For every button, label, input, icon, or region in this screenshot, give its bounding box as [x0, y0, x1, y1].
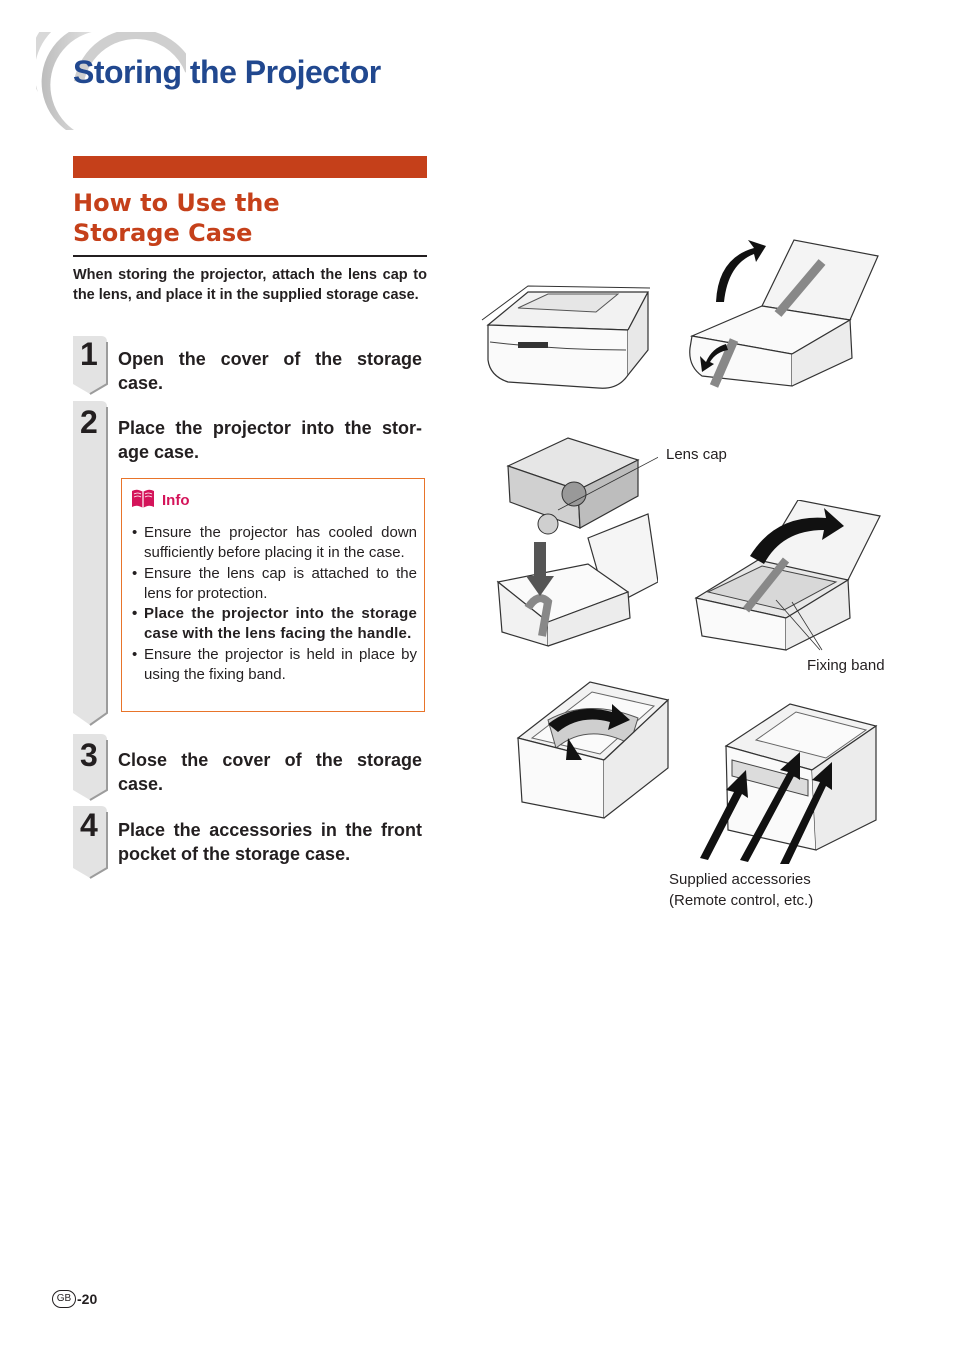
- closed-storage-case-illustration: [478, 280, 658, 400]
- step-2-tab: [73, 401, 111, 727]
- region-badge: GB: [52, 1290, 76, 1308]
- info-list: [132, 523, 417, 685]
- fixing-band-illustration: [686, 500, 886, 664]
- accessories-callout-line-1: Supplied accessories: [669, 871, 811, 888]
- book-icon: [131, 488, 155, 510]
- accessories-callout-line-2: (Remote control, etc.): [669, 892, 814, 909]
- fixing-band-callout: Fixing band: [807, 657, 885, 674]
- section-heading: [73, 188, 427, 248]
- info-title: Info: [162, 492, 190, 509]
- accessories-pocket-illustration: [696, 700, 882, 864]
- step-3-text: Close the cover of the storage case.: [118, 750, 422, 794]
- page-title: Storing the Projector: [73, 54, 381, 90]
- accessories-callout: [669, 869, 813, 911]
- step-1-number: 1: [80, 336, 98, 372]
- info-item: • Ensure the lens cap is attached to the lens for protection.: [132, 564, 417, 605]
- page-number: -20: [77, 1291, 98, 1307]
- intro-paragraph: When storing the projector, attach the lens cap to the lens, and place it in the supplied storage case.: [73, 267, 427, 303]
- step-1-text: Open the cover of the storage case.: [118, 349, 422, 393]
- section-color-bar: [73, 156, 427, 178]
- info-item: • Ensure the projector is held in place by using the fixing band.: [132, 645, 417, 686]
- info-item: • Ensure the projector has cooled down sufficiently before placing it in the case.: [132, 523, 417, 564]
- info-box: [121, 478, 425, 712]
- section-heading-line-2: Storage Case: [73, 219, 253, 247]
- projector-into-case-illustration: [488, 432, 658, 652]
- section-heading-line-1: How to Use the: [73, 189, 280, 217]
- step-4-text: Place the accessories in the front pocket of the storage case.: [118, 820, 422, 864]
- page-footer: [52, 1290, 97, 1308]
- step-2-text: Place the projector into the stor-age case.: [118, 418, 422, 462]
- info-item: • Place the projector into the storage case with the lens facing the handle.: [132, 604, 417, 645]
- open-storage-case-illustration: [682, 236, 882, 396]
- close-cover-illustration: [508, 678, 674, 838]
- step-2-number: 2: [80, 404, 98, 440]
- lens-cap-callout: Lens cap: [666, 446, 727, 463]
- step-4-number: 4: [80, 807, 98, 843]
- step-3-number: 3: [80, 737, 98, 773]
- section-divider: [73, 255, 427, 257]
